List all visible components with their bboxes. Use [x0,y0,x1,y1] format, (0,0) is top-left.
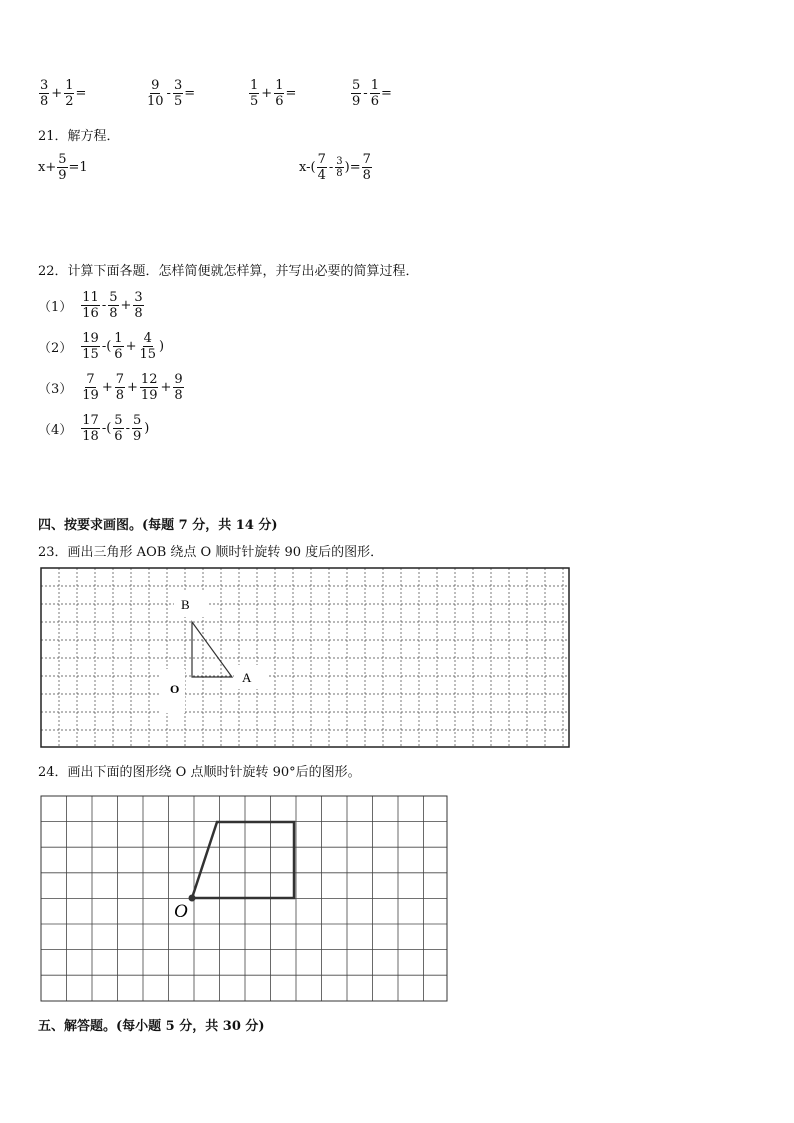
calc-item-label: （4） [38,423,73,438]
operator: - [363,86,368,101]
equation-2-result: $\frac{7}{8}$ [362,152,371,183]
fraction-expression [145,78,195,109]
trapezoid-shape [192,822,294,898]
fraction: $\frac{3}{8}$ [134,290,143,321]
operator: + [127,380,138,395]
equation-1-lead: x+ [38,160,57,175]
section-4-title: 四、按要求画图。(每题 7 分，共 14 分) [38,518,278,533]
grid-frame [41,568,569,747]
fraction-arithmetic-row [38,78,438,118]
point-a-label: A [242,670,252,685]
equation-2 [299,152,373,183]
equation-2-close: )= [344,160,361,175]
operator: + [160,380,172,395]
fraction: $\frac{1}{6}$ [370,78,379,109]
dashed-grid [41,568,569,747]
operator: + [120,298,132,313]
fraction: $\frac{9}{8}$ [174,372,183,403]
fraction: $\frac{7}{19}$ [82,372,99,403]
grid-figure-23 [40,567,570,749]
operator: - [101,298,107,313]
question-24-title: 24．画出下面的图形绕 O 点顺时针旋转 90°后的图形。 [38,765,361,780]
point-o-label: O [170,682,180,696]
fraction-expression [248,78,296,109]
label-b-backdrop [174,591,208,617]
fraction: $\frac{9}{10}$ [147,78,164,109]
grid-figure-24 [40,795,449,1003]
fraction: $\frac{5}{9}$ [352,78,361,109]
fraction: $\frac{3}{5}$ [173,78,183,109]
calc-item-3 [38,367,338,408]
equals-sign: = [285,86,297,101]
fraction: $\frac{1}{6}$ [114,331,123,362]
operator: -( [101,339,112,354]
point-o-label: O [174,901,188,922]
fraction: $\frac{5}{9}$ [132,413,142,444]
calc-item-2 [38,326,338,367]
equation-2-operator: - [328,160,334,175]
equation-2-fraction-1: $\frac{7}{4}$ [317,152,326,183]
equation-2-fraction-2: $\frac{3}{8}$ [336,156,343,179]
fraction: $\frac{5}{8}$ [109,290,118,321]
operator: + [51,86,63,101]
equation-1 [38,152,88,183]
equals-sign: = [75,86,87,101]
operator: ) [159,339,165,354]
operator: + [261,86,273,101]
fraction: $\frac{19}{15}$ [82,331,99,362]
fraction-expression [350,78,392,109]
fraction: $\frac{17}{18}$ [82,413,99,444]
point-o-dot [189,895,196,902]
operator: - [125,421,130,436]
calc-item-label: （2） [38,341,73,356]
equals-sign: = [184,86,196,101]
question-21-title: 21．解方程． [38,129,120,144]
operator: + [101,380,113,395]
fraction: $\frac{7}{8}$ [115,372,125,403]
question-22-items [38,285,338,449]
fraction: $\frac{1}{2}$ [65,78,74,109]
operator: + [125,339,137,354]
fraction: $\frac{4}{15}$ [139,331,157,362]
calc-item-label: （3） [38,382,73,397]
fraction: $\frac{12}{19}$ [140,372,158,403]
question-23-title: 23．画出三角形 AOB 绕点 O 顺时针旋转 90 度后的图形． [38,545,384,560]
calc-item-label: （1） [38,300,73,315]
triangle-aob [192,622,232,677]
operator: ) [144,421,150,436]
equation-2-lead: x-( [299,160,316,175]
equation-1-fraction: $\frac{5}{9}$ [58,152,67,183]
question-22-title: 22．计算下面各题．怎样简便就怎样算，并写出必要的简算过程． [38,264,419,279]
point-b-label: B [181,597,190,612]
operator: - [166,86,171,101]
section-5-title: 五、解答题。(每小题 5 分，共 30 分) [38,1019,265,1034]
equation-1-rest: =1 [68,160,88,175]
fraction: $\frac{1}{6}$ [275,78,284,109]
fraction: $\frac{11}{16}$ [82,290,99,321]
calc-item-1 [38,285,338,326]
operator: -( [101,421,112,436]
fraction-expression [38,78,86,109]
equals-sign: = [380,86,392,101]
calc-item-4 [38,408,338,449]
fraction: $\frac{1}{5}$ [250,78,259,109]
fraction: $\frac{5}{6}$ [114,413,123,444]
fraction: $\frac{3}{8}$ [40,78,49,109]
